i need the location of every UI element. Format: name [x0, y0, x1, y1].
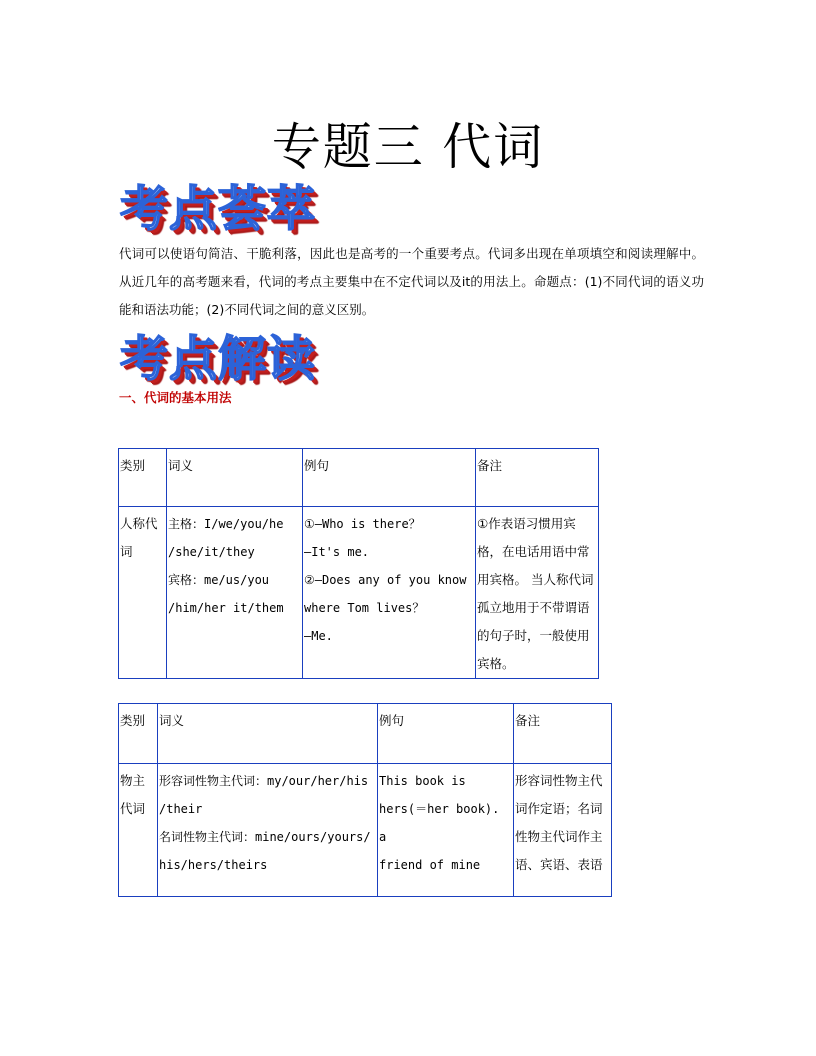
cell-category: 人称代词: [119, 507, 167, 679]
cell-meaning: [158, 764, 378, 897]
header-notes: 备注: [514, 704, 612, 764]
example-line: —It's me.: [304, 545, 370, 559]
example-line: ②—Does any of you know: [304, 573, 467, 587]
personal-pronoun-table: [118, 448, 599, 679]
header-example: 例句: [303, 449, 476, 507]
example-line: —Me.: [304, 629, 333, 643]
possessive-pronoun-table: [118, 703, 612, 897]
table-header-row: [119, 449, 599, 507]
meaning-line: /him/her it/them: [168, 601, 284, 615]
example-line: friend of mine: [379, 858, 481, 872]
section-heading: 一、代词的基本用法: [119, 390, 232, 405]
cell-example: [378, 764, 514, 897]
section-banner-analysis: 考点解读: [120, 331, 317, 387]
meaning-line: 形容词性物主代词：my/our/her/his: [159, 774, 369, 788]
page-title: 专题三 代词: [271, 118, 545, 176]
header-category: 类别: [119, 704, 158, 764]
header-notes: 备注: [476, 449, 599, 507]
example-line: where Tom lives？: [304, 601, 425, 615]
table-row: [119, 764, 612, 897]
header-meaning: 词义: [167, 449, 303, 507]
meaning-line: /their: [159, 802, 203, 816]
meaning-line: 名词性物主代词：mine/ours/yours/: [159, 830, 371, 844]
header-example: 例句: [378, 704, 514, 764]
table-header-row: [119, 704, 612, 764]
meaning-line: his/hers/theirs: [159, 858, 268, 872]
header-meaning: 词义: [158, 704, 378, 764]
cell-meaning: [167, 507, 303, 679]
example-line: ①—Who is there？: [304, 517, 421, 531]
meaning-line: /she/it/they: [168, 545, 255, 559]
example-line: hers(＝her book). a: [379, 802, 500, 844]
example-line: This book is: [379, 774, 466, 788]
section-banner-overview: 考点荟萃: [120, 181, 317, 237]
cell-example: [303, 507, 476, 679]
cell-notes: 形容词性物主代词作定语；名词性物主代词作主语、宾语、表语: [514, 764, 612, 897]
cell-notes: ①作表语习惯用宾格，在电话用语中常用宾格。 当人称代词孤立地用于不带谓语的句子时，一般使用宾格。: [476, 507, 599, 679]
header-category: 类别: [119, 449, 167, 507]
meaning-line: 宾格：me/us/you: [168, 573, 270, 587]
table-row: [119, 507, 599, 679]
meaning-line: 主格：I/we/you/he: [168, 517, 284, 531]
intro-paragraph: 代词可以使语句简洁、干脆利落，因此也是高考的一个重要考点。代词多出现在单项填空和阅读理解中。从近几年的高考题来看，代词的考点主要集中在不定代词以及it的用法上。命题点：(1)不同代词的语义功能和语法功能；(2)不同代词之间的意义区别。: [119, 246, 704, 317]
cell-category: 物主代词: [119, 764, 158, 897]
